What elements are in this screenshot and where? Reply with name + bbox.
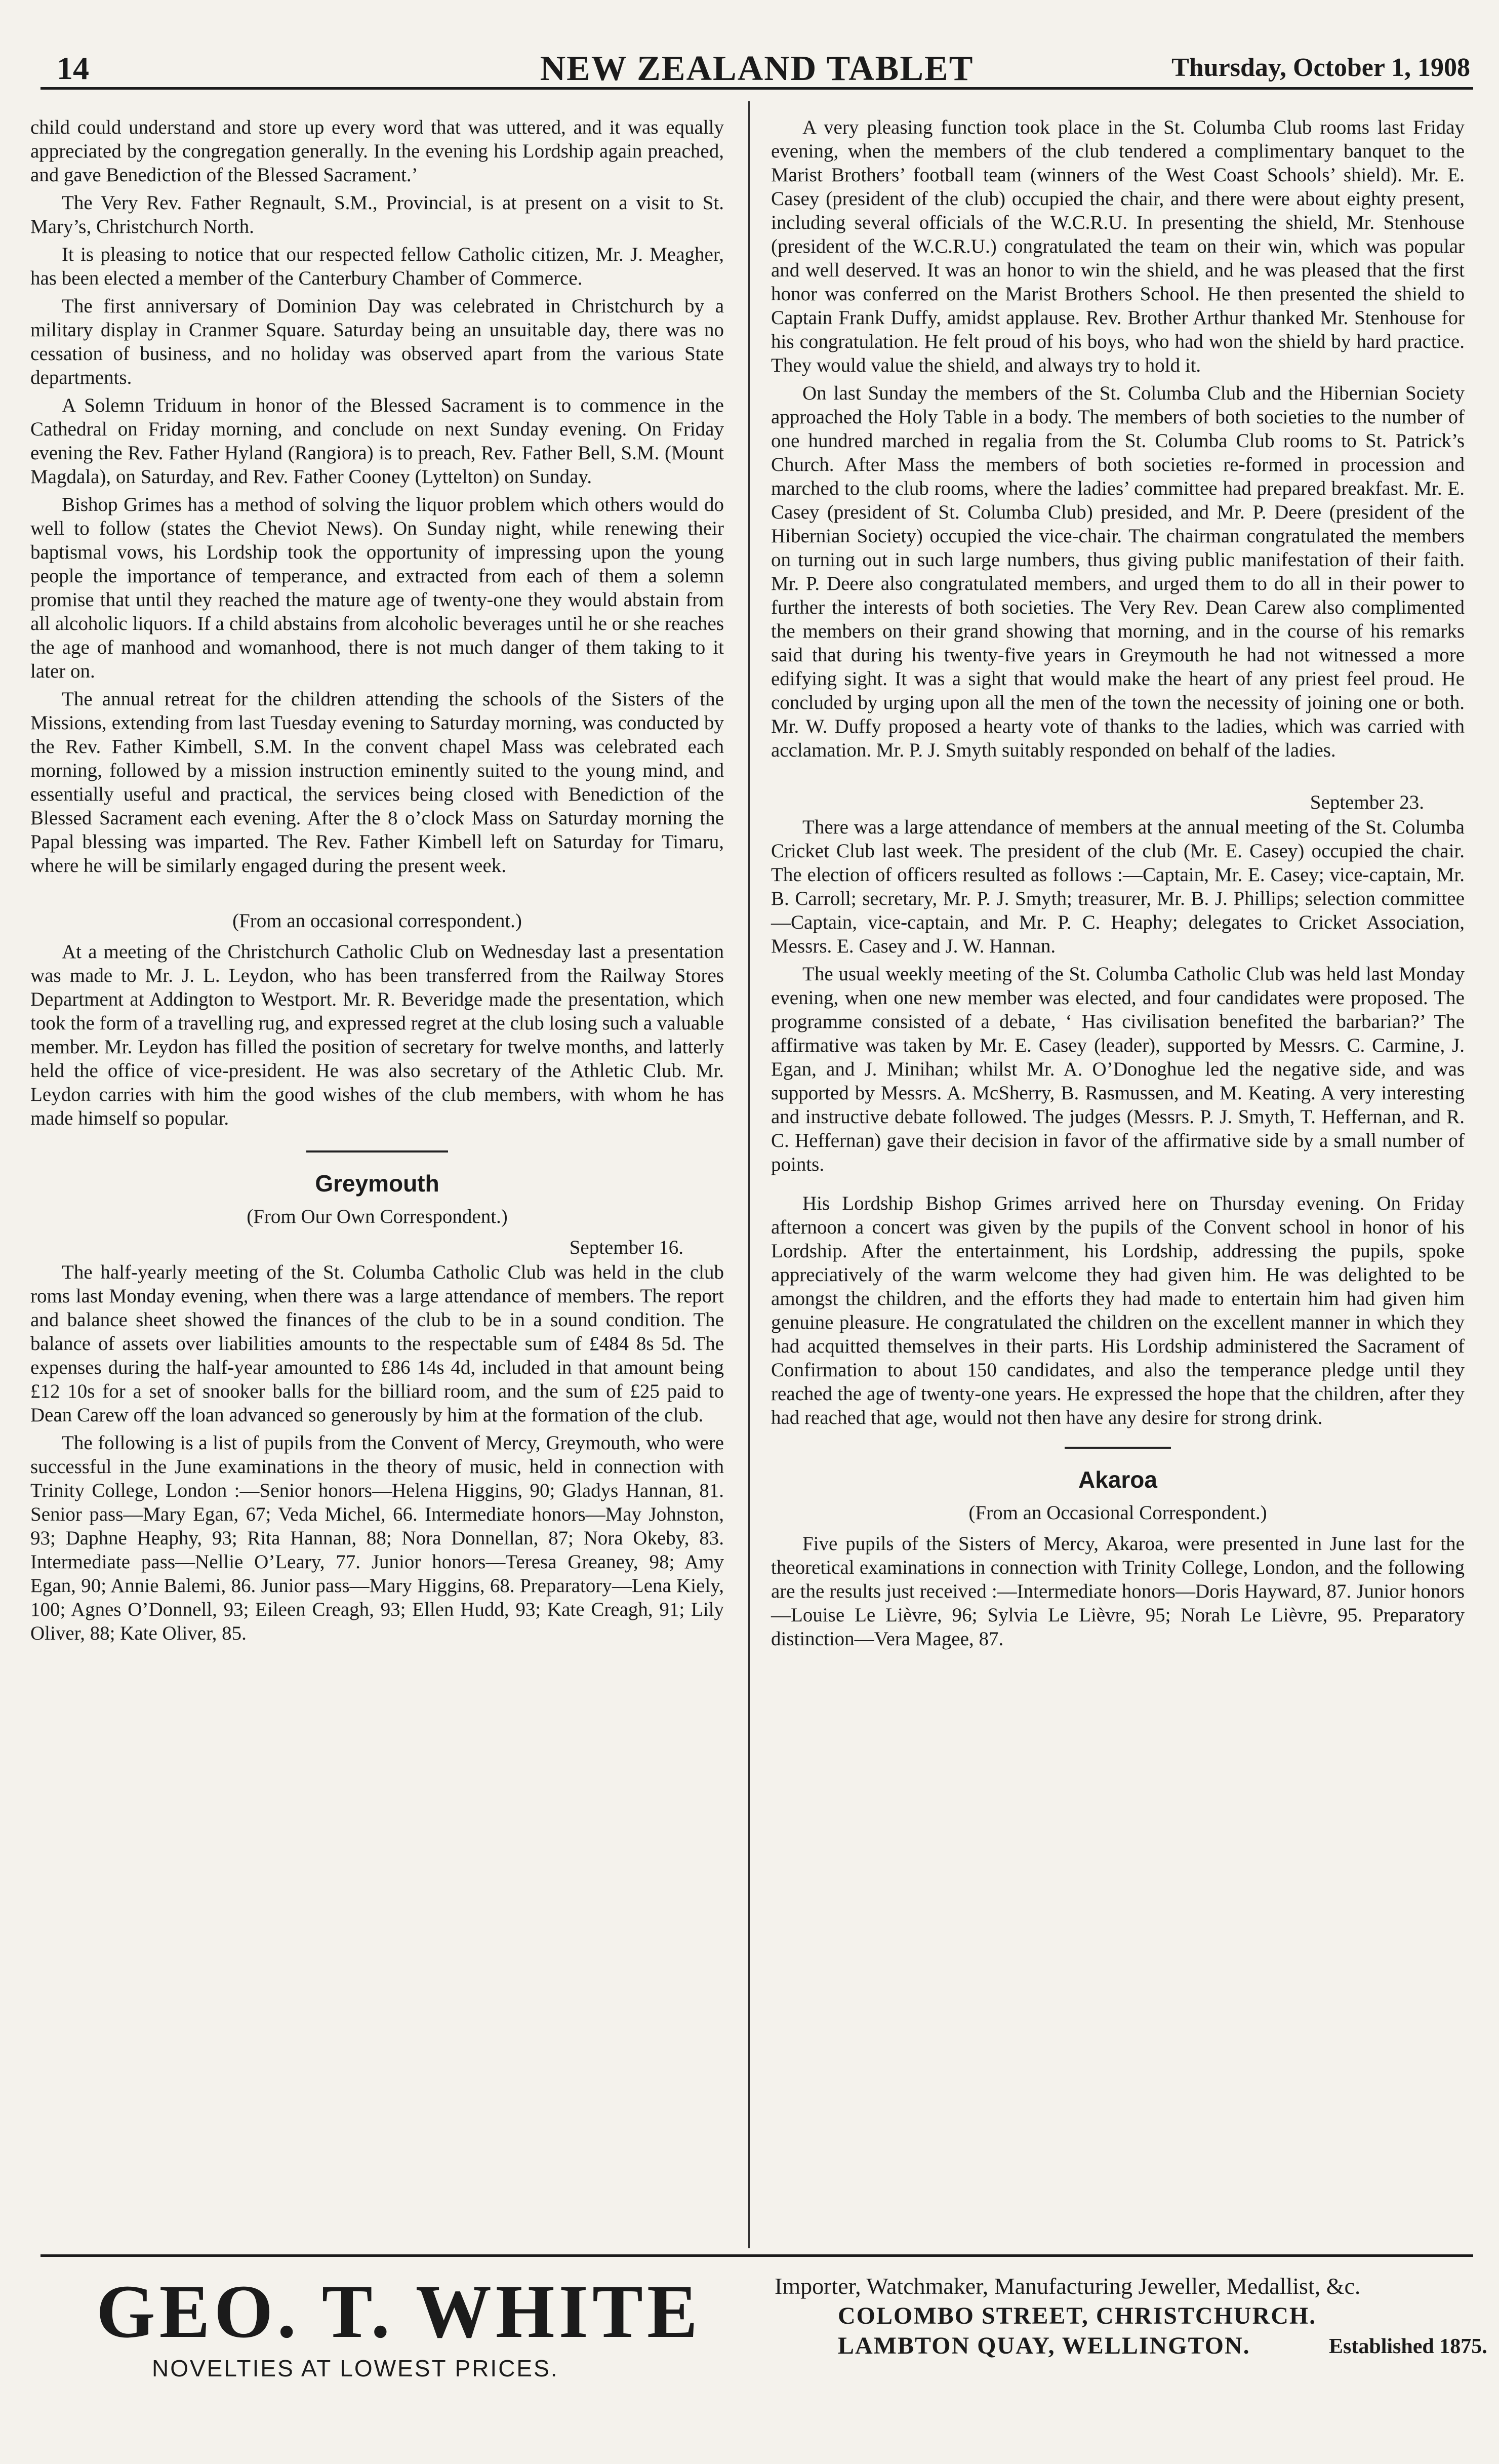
advert-tagline: NOVELTIES AT LOWEST PRICES. xyxy=(152,2355,559,2381)
byline: (From an occasional correspondent.) xyxy=(232,910,522,932)
article-paragraph: There was a large attendance of members at the annual meeting of the St. Columba Cricket Club last week. The president of the club (Mr. E. Casey) occupied the chair. The election of officers resulted as follows :—Captain, Mr. E. Casey; vice-captain, Mr. B. Carroll; secretary, Mr. P. J. Smyth; treasurer, Mr. B. J. Phillips; selection committee—Captain, vice-captain, and Mr. P. C. Heaphy; delegates to Cricket Association, Messrs. E. Casey and J. W. Hannan. xyxy=(771,816,1465,957)
article-paragraph: A very pleasing function took place in the St. Columba Club rooms last Friday evening, when the members of the club tendered a complimentary banquet to the Marist Brothers’ football team (winners of the West Coast Schools’ shield). Mr. E. Casey (president of the club) occupied the chair, and there were about eighty present, including several officials of the W.C.R.U. In presenting the shield, Mr. Stenhouse (president of the W.C.R.U.) congratulated the team on their win, which was popular and well deserved. It was an honor to win the shield, and he was pleased that the first honor was conferred on the Marist Brothers School. He then presented the shield to Captain Frank Duffy, amidst applause. Rev. Brother Arthur thanked Mr. Stenhouse for his congratulation. He felt proud of his boys, who had won the shield by hard practice. They would value the shield, and always try to hold it. xyxy=(771,116,1465,376)
article-paragraph: A Solemn Triduum in honor of the Blessed Sacrament is to commence in the Cathedral on Friday morning, and conclude on next Sunday evening. On Friday evening the Rev. Father Hyland (Rangiora) is to preach, Rev. Father Bell, S.M. (Mount Magdala), on Saturday, and Rev. Father Cooney (Lyttelton) on Sunday. xyxy=(30,394,724,488)
issue-date: Thursday, October 1, 1908 xyxy=(1171,53,1470,82)
advert-rule xyxy=(40,2254,1473,2257)
article-paragraph: The half-yearly meeting of the St. Columba Catholic Club was held in the club roms last Monday evening, when there was a large attendance of members. The report and balance sheet showed the finances of the club to be in a sound condition. The balance of assets over liabilities amounts to the respectable sum of £484 8s 5d. The expenses during the half-year amounted to £86 14s 4d, included in that amount being £12 10s for a set of snooker balls for the billiard room, and the sum of £25 paid to Dean Carew off the loan advanced so generously by him at the formation of the club. xyxy=(30,1261,724,1426)
advert-established: Established 1875. xyxy=(1329,2335,1487,2358)
dateline: September 23. xyxy=(1310,791,1424,813)
byline: (From Our Own Correspondent.) xyxy=(247,1206,508,1227)
article-paragraph: The annual retreat for the children attending the schools of the Sisters of the Missions, extending from last Tuesday evening to Saturday morning, was conducted by the Rev. Father Kimbell, S.M. In the convent chapel Mass was celebrated each morning, followed by a mission instruction eminently suited to the young mind, and essentially useful and practical, the services being closed with Benediction of the Blessed Sacrament each evening. After the 8 o’clock Mass on Saturday morning the Papal blessing was imparted. The Rev. Father Kimbell left on Saturday for Timaru, where he will be similarly engaged during the present week. xyxy=(30,688,724,877)
article-paragraph: Bishop Grimes has a method of solving the liquor problem which others would do well to follow (states the Cheviot News). On Sunday night, while renewing their baptismal vows, his Lordship took the opportunity of impressing upon the young people the importance of temperance, and extracted from each of them a solemn promise that until they reached the mature age of twenty-one they would abstain from all alcoholic liquors. If a child abstains from alcoholic beverages until he or she reaches the age of manhood and womanhood, there is not much danger of them taking to it later on. xyxy=(30,494,724,682)
byline: (From an Occasional Correspondent.) xyxy=(968,1502,1267,1524)
advert-address-christchurch: COLOMBO STREET, CHRISTCHURCH. xyxy=(838,2302,1317,2329)
dateline: September 16. xyxy=(569,1237,683,1258)
article-paragraph: On last Sunday the members of the St. Columba Club and the Hibernian Society approached the Holy Table in a body. The members of both societies to the number of one hundred marched in regalia from the St. Columba Club rooms to St. Patrick’s Church. After Mass the members of both societies re-formed in procession and marched to the club rooms, where the ladies’ committee had prepared breakfast. Mr. E. Casey (president of St. Columba Club) presided, and Mr. P. Deere (president of the Hibernian Society) occupied the vice-chair. The chairman congratulated the members on turning out in such large numbers, thus giving public manifestation of their faith. Mr. P. Deere also congratulated members, and urged them to do all in their power to further the interests of both societies. The Very Rev. Dean Carew also complimented the members on their grand showing that morning, and in the course of his remarks said that during his twenty-five years in Greymouth he had not witnessed a more edifying sight. It was a sight that would make the heart of any priest feel proud. He concluded by urging upon all the men of the town the necessity of joining one or both. Mr. W. Duffy proposed a hearty vote of thanks to the ladies, which was carried with acclamation. Mr. P. J. Smyth suitably responded on behalf of the ladies. xyxy=(771,382,1465,761)
article-paragraph: His Lordship Bishop Grimes arrived here on Thursday evening. On Friday afternoon a concert was given by the pupils of the Convent school in honor of his Lordship. After the entertainment, his Lordship, addressing the pupils, spoke appreciatively of the warm welcome they had given him. He was delighted to be amongst the children, and the efforts they had made to entertain him had given him genuine pleasure. He congratulated the children on the excellent manner in which they had acquitted themselves in their parts. His Lordship administered the Sacrament of Confirmation to about 150 candidates, and also the temperance pledge until they reached the age of twenty-one years. He expressed the hope that the children, after they had reached that age, would not then have any desire for strong drink. xyxy=(771,1193,1465,1428)
article-paragraph: child could understand and store up every word that was uttered, and it was equally appreciated by the congregation generally. In the evening his Lordship again preached, and gave Benediction of the Blessed Sacrament.’ xyxy=(30,116,724,186)
right-column xyxy=(771,115,1465,1655)
section-rule xyxy=(306,1150,448,1152)
article-paragraph: Five pupils of the Sisters of Mercy, Akaroa, were presented in June last for the theoretical examinations in connection with Trinity College, London, and the following are the results just received :—Intermediate honors—Doris Hayward, 87. Junior honors—Louise Le Lièvre, 96; Sylvia Le Lièvre, 95; Norah Le Lièvre, 95. Preparatory distinction—Vera Magee, 87. xyxy=(771,1533,1465,1650)
advert-address-wellington: LAMBTON QUAY, WELLINGTON. xyxy=(838,2332,1250,2359)
advert-business-name: GEO. T. WHITE xyxy=(96,2270,702,2354)
article-paragraph: The Very Rev. Father Regnault, S.M., Provincial, is at present on a visit to St. Mary’s, Christchurch North. xyxy=(30,192,724,237)
article-paragraph: At a meeting of the Christchurch Catholic Club on Wednesday last a presentation was made to Mr. J. L. Leydon, who has been transferred from the Railway Stores Department at Addington to Westport. Mr. R. Beveridge made the presentation, which took the form of a travelling rug, and expressed regret at the club losing such a valuable member. Mr. Leydon has filled the position of secretary for twelve months, and latterly held the office of vice-president. He was also secretary of the Athletic Club. Mr. Leydon carries with him the good wishes of the club members, with whom he has made himself so popular. xyxy=(30,941,724,1129)
article-paragraph: It is pleasing to notice that our respected fellow Catholic citizen, Mr. J. Meagher, has been elected a member of the Canterbury Chamber of Commerce. xyxy=(30,244,724,289)
article-paragraph: The following is a list of pupils from the Convent of Mercy, Greymouth, who were successful in the June examinations in the theory of music, held in connection with Trinity College, London :—Senior honors—Helena Higgins, 90; Gladys Hannan, 81. Senior pass—Mary Egan, 67; Veda Michel, 66. Intermediate honors—May Johnston, 93; Daphne Heaphy, 93; Rita Hannan, 88; Nora Donnellan, 87; Nora Okeby, 83. Intermediate pass—Nellie O’Leary, 77. Junior honors—Teresa Greaney, 98; Amy Egan, 90; Annie Balemi, 86. Junior pass—Mary Higgins, 68. Preparatory—Lena Kiely, 100; Agnes O’Donnell, 93; Eileen Creagh, 93; Ellen Hudd, 93; Kate Creagh, 91; Lily Oliver, 88; Kate Oliver, 85. xyxy=(30,1432,724,1644)
left-column xyxy=(30,115,724,1649)
section-heading-greymouth: Greymouth xyxy=(315,1170,439,1197)
article-paragraph: The first anniversary of Dominion Day was celebrated in Christchurch by a military display in Cranmer Square. Saturday being an unsuitable day, there was no cessation of business, and no holiday was observed apart from the various State departments. xyxy=(30,295,724,388)
section-heading-akaroa: Akaroa xyxy=(1078,1466,1157,1493)
newspaper-title: NEW ZEALAND TABLET xyxy=(540,49,974,88)
page-header xyxy=(40,47,1473,90)
section-rule xyxy=(1065,1447,1171,1449)
column-divider xyxy=(748,101,750,2248)
advert-trade-line: Importer, Watchmaker, Manufacturing Jeweller, Medallist, &c. xyxy=(775,2273,1361,2299)
page-number: 14 xyxy=(57,50,89,86)
article-paragraph: The usual weekly meeting of the St. Columba Catholic Club was held last Monday evening, when one new member was elected, and four candidates were proposed. The programme consisted of a debate, ‘ Has civilisation benefited the barbarian?’ The affirmative was taken by Mr. E. Casey (leader), supported by Messrs. C. Carmine, J. Egan, and J. Minihan; whilst Mr. A. O’Donoghue led the negative side, and was supported by Messrs. A. McSherry, B. Rasmussen, and M. Keating. A very interesting and instructive debate followed. The judges (Messrs. P. J. Smyth, T. Heffernan, and R. C. Heffernan) gave their decision in favor of the affirmative side by a small number of points. xyxy=(771,963,1465,1175)
